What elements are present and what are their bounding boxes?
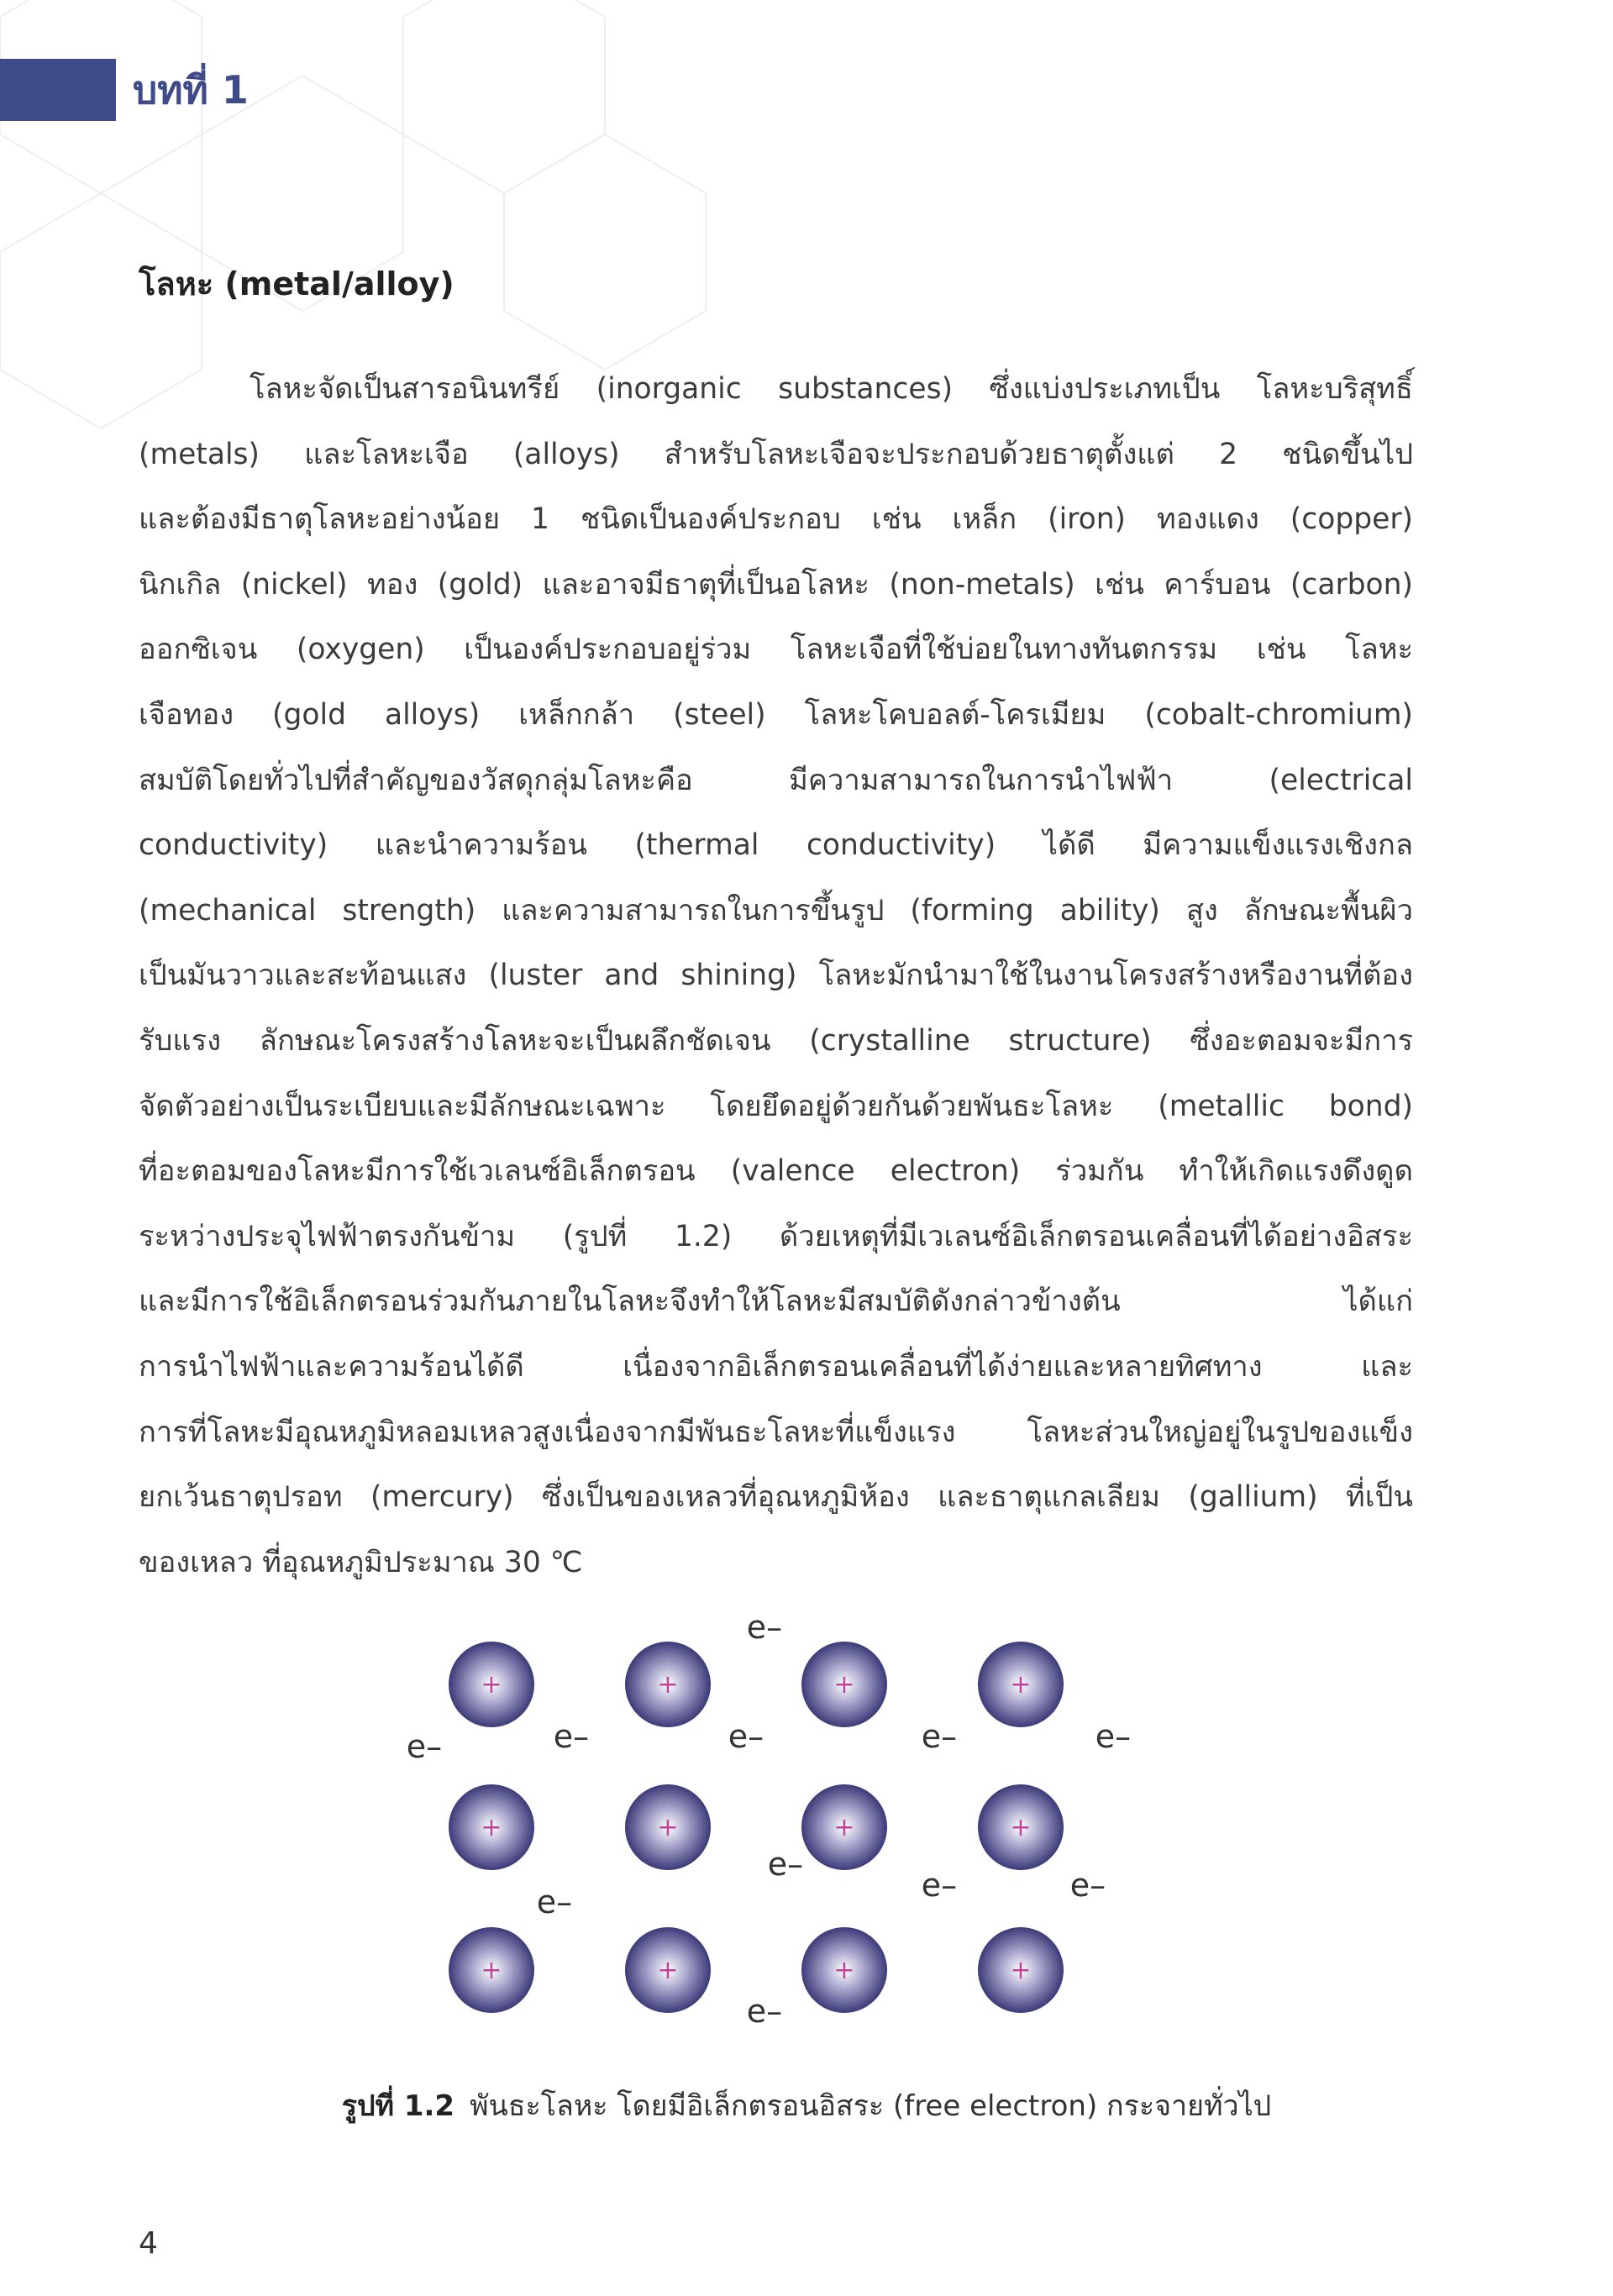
ion-charge-label: + <box>657 1670 679 1700</box>
figure-caption-text: พันธะโลหะ โดยมีอิเล็กตรอนอิสระ (free electron) กระจายทั่วไป <box>470 2089 1272 2123</box>
metal-ion <box>449 1642 534 1727</box>
free-electron-label: e– <box>746 1993 783 2030</box>
free-electron-label: e– <box>553 1718 590 1755</box>
metal-ion <box>449 1784 534 1870</box>
paragraph-line: โลหะจัดเป็นสารอนินทรีย์ (inorganic substances) ซึ่งแบ่งประเภทเป็น โลหะบริสุทธิ์ <box>250 372 1413 406</box>
ion-charge-label: + <box>833 1813 855 1842</box>
ion-charge-label: + <box>833 1956 855 1985</box>
metal-ion <box>978 1927 1064 2013</box>
ion-charge-label: + <box>1010 1956 1032 1985</box>
paragraph-line: สมบัติโดยทั่วไปที่สำคัญของวัสดุกลุ่มโลหะคือ มีความสามารถในการนำไฟฟ้า (electrical <box>139 763 1413 797</box>
ion-charge-label: + <box>657 1813 679 1842</box>
section-heading: โลหะ (metal/alloy) <box>139 265 454 302</box>
paragraph-line: รับแรง ลักษณะโครงสร้างโลหะจะเป็นผลึกชัดเจน (crystalline structure) ซึ่งอะตอมจะมีการ <box>139 1023 1413 1058</box>
ion-charge-label: + <box>1010 1813 1032 1842</box>
metal-ion <box>978 1642 1064 1727</box>
ion-charge-label: + <box>833 1670 855 1700</box>
metallic-bond-diagram <box>395 1609 1132 2050</box>
metal-ion <box>801 1927 887 2013</box>
paragraph-line: (metals) และโลหะเจือ (alloys) สำหรับโลหะเจือจะประกอบด้วยธาตุตั้งแต่ 2 ชนิดขึ้นไป <box>139 437 1413 471</box>
paragraph-line: ยกเว้นธาตุปรอท (mercury) ซึ่งเป็นของเหลวที่อุณหภูมิห้อง และธาตุแกลเลียม (gallium) ที่เป็น <box>139 1480 1413 1515</box>
free-electron-label: e– <box>536 1884 573 1920</box>
paragraph-line: เป็นมันวาวและสะท้อนแสง (luster and shining) โลหะมักนำมาใช้ในงานโครงสร้างหรืองานที่ต้อง <box>139 959 1413 993</box>
free-electron-label: e– <box>921 1718 958 1755</box>
ion-charge-label: + <box>481 1670 502 1700</box>
paragraph-line: ที่อะตอมของโลหะมีการใช้เวเลนซ์อิเล็กตรอน (valence electron) ร่วมกัน ทำให้เกิดแรงดึงดูด <box>139 1154 1413 1189</box>
ion-charge-label: + <box>481 1813 502 1842</box>
metal-ion <box>625 1927 711 2013</box>
metal-ion <box>978 1784 1064 1870</box>
paragraph-line: จัดตัวอย่างเป็นระเบียบและมีลักษณะเฉพาะ โดยยึดอยู่ด้วยกันด้วยพันธะโลหะ (metallic bond) <box>139 1089 1413 1123</box>
metal-ion <box>801 1642 887 1727</box>
figure-caption <box>0 2085 1613 2127</box>
chapter-title: บทที่ 1 <box>133 67 249 113</box>
metal-ion <box>449 1927 534 2013</box>
page-number: 4 <box>139 2226 158 2261</box>
paragraph-line: (mechanical strength) และความสามารถในการขึ้นรูป (forming ability) สูง ลักษณะพื้นผิว <box>139 893 1413 927</box>
paragraph-line: ออกซิเจน (oxygen) เป็นองค์ประกอบอยู่ร่วม โลหะเจือที่ใช้บ่อยในทางทันตกรรม เช่น โลหะ <box>139 633 1413 667</box>
free-electron-label: e– <box>728 1718 764 1755</box>
free-electron-label: e– <box>921 1867 958 1904</box>
ion-charge-label: + <box>481 1956 502 1985</box>
free-electron-label: e– <box>746 1609 783 1646</box>
metal-ion <box>625 1784 711 1870</box>
paragraph-line: เจือทอง (gold alloys) เหล็กกล้า (steel) โลหะโคบอลต์-โครเมียม (cobalt-chromium) <box>139 697 1413 732</box>
metal-ion <box>801 1784 887 1870</box>
chapter-color-bar <box>0 59 116 121</box>
paragraph-line: conductivity) และนำความร้อน (thermal conductivity) ได้ดี มีความแข็งแรงเชิงกล <box>139 828 1413 863</box>
free-electron-label: e– <box>406 1728 443 1765</box>
free-electron-label: e– <box>1095 1718 1132 1755</box>
ion-charge-label: + <box>1010 1670 1032 1700</box>
free-electron-label: e– <box>767 1846 804 1883</box>
paragraph-line: และมีการใช้อิเล็กตรอนร่วมกันภายในโลหะจึงทำให้โลหะมีสมบัติดังกล่าวข้างต้น ได้แก่ <box>139 1285 1413 1319</box>
ion-charge-label: + <box>657 1956 679 1985</box>
paragraph-line: ระหว่างประจุไฟฟ้าตรงกันข้าม (รูปที่ 1.2) ด้วยเหตุที่มีเวเลนซ์อิเล็กตรอนเคลื่อนที่ได้อย่างอิสระ <box>139 1219 1413 1253</box>
paragraph-line: ของเหลว ที่อุณหภูมิประมาณ 30 ℃ <box>139 1545 583 1579</box>
body-paragraph <box>139 357 1413 1595</box>
figure-caption-label: รูปที่ 1.2 <box>341 2089 455 2123</box>
paragraph-line: การที่โลหะมีอุณหภูมิหลอมเหลวสูงเนื่องจากมีพันธะโลหะที่แข็งแรง โลหะส่วนใหญ่อยู่ในรูปของแข็ง <box>139 1415 1413 1449</box>
paragraph-line: และต้องมีธาตุโลหะอย่างน้อย 1 ชนิดเป็นองค์ประกอบ เช่น เหล็ก (iron) ทองแดง (copper) <box>139 502 1413 537</box>
paragraph-line: การนำไฟฟ้าและความร้อนได้ดี เนื่องจากอิเล็กตรอนเคลื่อนที่ได้ง่ายและหลายทิศทาง และ <box>139 1349 1413 1384</box>
metal-ion <box>625 1642 711 1727</box>
free-electron-label: e– <box>1069 1867 1106 1904</box>
paragraph-line: นิกเกิล (nickel) ทอง (gold) และอาจมีธาตุที่เป็นอโลหะ (non-metals) เช่น คาร์บอน (carbon) <box>139 567 1413 602</box>
